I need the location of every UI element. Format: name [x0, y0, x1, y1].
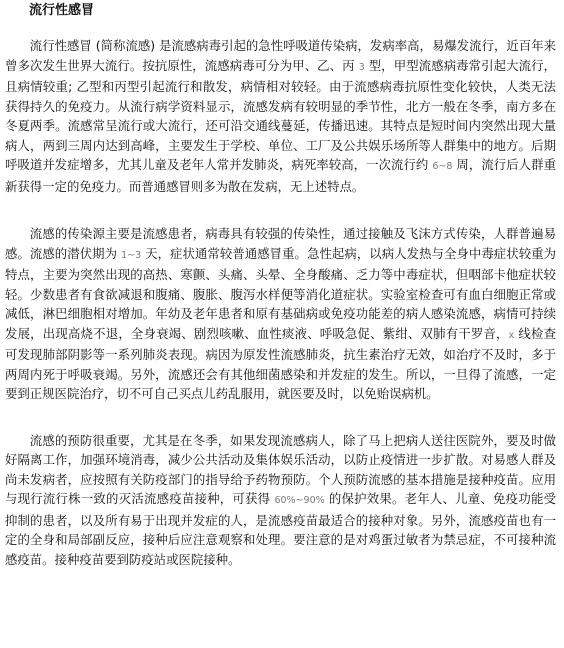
- paragraph-text: 线检查可发现肺部阴影等一系列肺炎表现。病因为原发性流感肺炎，抗生素治疗无效，如治疗不及时，多于两周内死于呼吸衰竭。另外，流感还会有其他细菌感染和并发症的发生。所以，一旦得了流感，一定要到正规医院治疗，切不可自己买点儿药乱服用，就医要及时，以免贻误病机。: [5, 325, 556, 401]
- paragraph-text: 流感的预防很重要，尤其是在冬季，如果发现流感病人，除了马上把病人送往医院外，要及时做好隔离工作，加强环境消毒，减少公共活动及集体娱乐活动，以防止疫情进一步扩散。对易感人群及尚未发病者，应按照有关防疫部门的指导给予药物预防。个人预防流感的基本措施是接种疫苗。应用与现行流行株一致的灭活流感疫苗接种，可获得: [5, 432, 556, 506]
- paragraph-overview: [5, 36, 556, 196]
- paragraph-text: 周，流行后人群重新获得一定的免疫力。而普通感冒则多为散在发病，无上述特点。: [5, 157, 556, 194]
- paragraph-transmission-symptoms: [5, 224, 556, 404]
- number-value: 1~3: [121, 249, 142, 261]
- paragraph-text: 流感的传染源主要是流感患者，病毒具有较强的传染性，通过接触及飞沫方式传染，人群普遍易感。流感的潜伏期为: [5, 226, 556, 261]
- paragraph-text: 的保护效果。老年人、儿童、免疫功能受抑制的患者，以及所有易于出现并发症的人，是流感疫苗最适合的接种对象。另外，流感疫苗也有一定的全身和局部副反应，接种后应注意观察和处理。要注意的是对鸡蛋过敏者为禁忌症，不可接种流感疫苗。接种疫苗要到防疫站或医院接种。: [5, 491, 556, 567]
- number-value: 6~8: [432, 161, 453, 172]
- number-value: 3: [358, 61, 365, 73]
- paragraph-text: 流行性感冒 (简称流感) 是流感病毒引起的急性呼吸道传染病，发病率高，易爆发流行，近百年来曾多次发生世界大流行。按抗原性，流感病毒可分为甲、乙、丙: [5, 38, 556, 73]
- paragraph-text: 天，症状通常较普通感冒重。急性起病，以病人发热与全身中毒症状较重为特点，主要为突然出现的高热、寒颤、头痛、头晕、全身酸痛、乏力等中毒症状，但咽部卡他症状较轻。少数患者有食欲减退和腹痛、腹胀、腹泻水样便等消化道症状。实验室检查可有血白细胞正常或减低，淋巴细胞相对增加。年幼及老年患者和原有基础病或免疫功能差的病人感染流感，病情可持续发展，出现高烧不退，全身衰竭、剧烈咳嗽、血性痰液、呼吸急促、紫绀、双肺有干罗音，: [5, 245, 556, 341]
- paragraph-prevention: [5, 431, 556, 570]
- number-value: 60%~90%: [274, 495, 325, 506]
- paragraph-text: 型，甲型流感病毒常引起大流行，且病情较重; 乙型和丙型引起流行和散发，病情相对较轻。由于流感病毒抗原性变化较快，人类无法获得持久的免疫力。从流行病学资料显示，流感发病有较明显的季节性，北方一般在冬季，南方多在冬夏两季。流感常呈流行或大流行，还可沿交通线蔓延，传播迅速。其特点是短时间内突然出现大量病人，两到三周内达到高峰，主要发生于学校、单位、工厂及公共娱乐场所等人群集中的地方。后期呼吸道并发症增多，尤其儿童及老年人常并发肺炎，病死率较高，一次流行约: [5, 57, 556, 172]
- number-value: x: [508, 329, 515, 341]
- article-title: 流行性感冒: [29, 3, 95, 18]
